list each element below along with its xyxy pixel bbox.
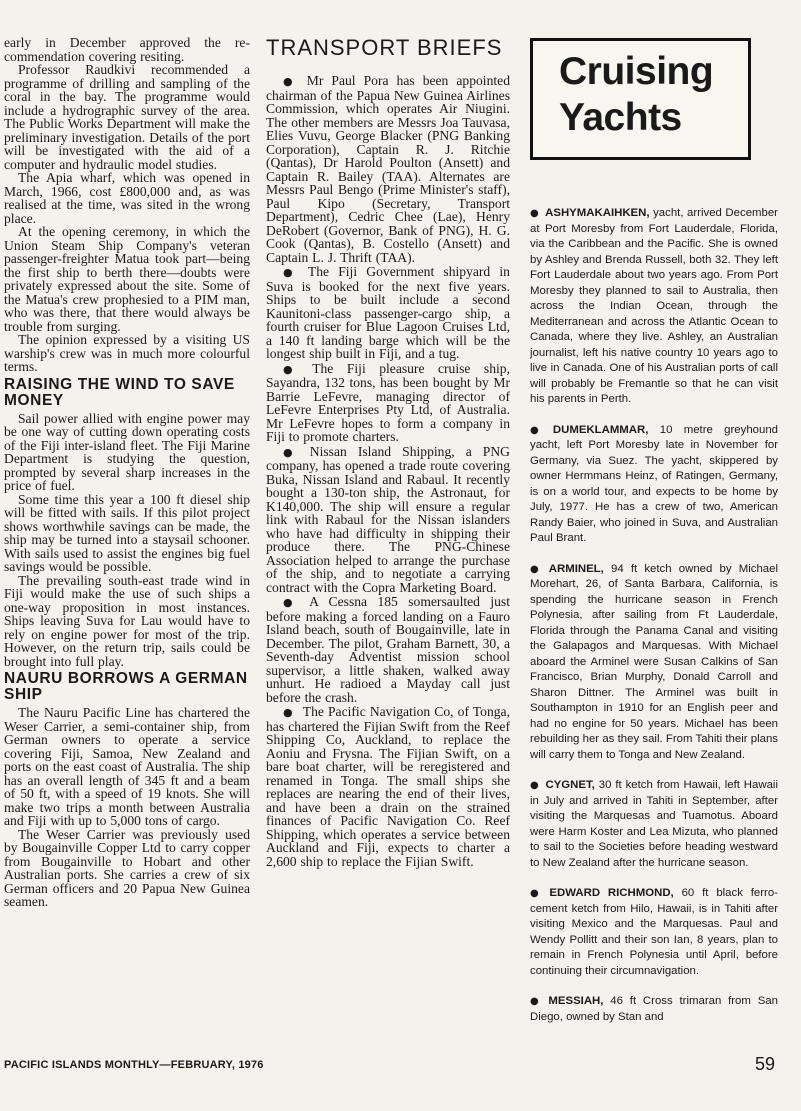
column-right bbox=[530, 206, 778, 1040]
bullet-icon: ● bbox=[530, 888, 544, 899]
yacht-name: MESSIAH, bbox=[548, 995, 604, 1007]
heading-nauru-borrows: NAURU BORROWS A GERMAN SHIP bbox=[4, 670, 248, 703]
paragraph: early in December approved the re-commendation covering resiting. bbox=[4, 35, 250, 64]
yacht-text: 10 metre greyhound yacht, left Port Moresby late in November for Germany, via Suez. The yacht, skippered by owner Hermmans Heinz, of Ratingen, Germany, is on a world tour, and expects to be home by July, 1977. He has a crew of two, American Randy Baier, who joined in Suva, and Australian Paul Brant. bbox=[530, 423, 778, 544]
title-line-1: Cruising bbox=[559, 50, 714, 93]
yacht-name: ARMINEL, bbox=[548, 562, 604, 575]
bullet-icon: ● bbox=[283, 706, 293, 719]
paragraph: Some time this year a 100 ft diesel ship will be fitted with sails. If this pilot project shows worthwhile savings can be made, the ship may be turned into a staysail schooner. With sails used to assist the engines big fuel savings would be possible. bbox=[4, 491, 250, 574]
yacht-entry bbox=[530, 423, 778, 547]
bullet-icon: ● bbox=[530, 780, 540, 791]
brief-text: The Fiji Government shipyard in Suva is booked for the next five years. Ships to be built include a second Kaunitoni-class passenger-cargo ship, a fourth cruiser for Blue Lagoon Cruises Ltd, a 140 ft landing barge which will be the longest ship built in Fiji, and a tug. bbox=[266, 264, 510, 361]
paragraph: The opinion expressed by a visiting US warship's crew was in much more colourful terms. bbox=[4, 332, 250, 374]
brief-item bbox=[266, 595, 510, 704]
brief-text: The Pacific Navigation Co, of Tonga, has chartered the Fijian Swift from the Reef Shipping Co, Auckland, to replace the Aoniu and Frysna. The Fijian Swift, on a bare boat charter, will be reregistered and renamed in Tonga. The small ships she replaces are nearing the end of their lives, and have been a drain on the strained finances of Pacific Navigation Co. Reef Shipping, which operates a service between Auckland and Fiji, expects to charter a 2,600 ship to replace the Fijian Swift. bbox=[266, 704, 510, 869]
yacht-text: yacht, arrived December at Port Moresby from Fort Lauderdale, Florida, via the Caribbean and the Pacific. She is owned by Ashley and Brenda Russell, both 32. They left Fort Lauderdale about two years ago. From Port Moresby they planned to sail to Australia, then across the Indian Ocean, through the Mediterranean and across the Atlantic Ocean to Canada, where they live. Ashley, an Australian journalist, left his native country 10 years ago to live in Canada. One of his Australian ports of call will probably be Fremantle so that he can visit his parents in Perth. bbox=[530, 207, 778, 405]
brief-item bbox=[266, 445, 510, 595]
brief-item bbox=[266, 74, 510, 264]
article-apia-wharf bbox=[4, 36, 250, 374]
yacht-text: 60 ft black ferro-cement ketch from Hilo, Hawaii, is in Tahiti after visiting Mexico and the Marquesas. Paul and Wendy Pollitt and their son Ian, 8 years, plan to remain in French Polynesia until April, before continuing their circumnavigation. bbox=[530, 887, 778, 977]
paragraph: The Apia wharf, which was opened in March, 1966, cost £800,000 and, as was realised at the time, was sited in the wrong place. bbox=[4, 170, 250, 226]
yacht-text: 94 ft ketch owned by Michael Morehart, 26, of Santa Barbara, California, is spending the hurricane season in French Polynesia, after sailing from Ft Lauderdale, Florida through the Panama Canal and visiting the Galapagos and Marquesas. With Michael aboard the Arminel were Susan Calkins of San Francisco, Brian Murphy, Donald Carroll and Sharon Dittner. The Arminel was built in Southampton in 1910 for an English peer and had no engine for 50 years. Michael has been rebuilding her as they sail. From Tahiti their plans will carry them to Tonga and New Zealand. bbox=[530, 562, 778, 761]
page-number: 59 bbox=[755, 1054, 776, 1074]
paragraph: The Nauru Pacific Line has chartered the Weser Carrier, a semi-container ship, from German owners to operate a service covering Fiji, Samoa, New Zealand and ports on the east coast of Australia. The ship has an overall length of 345 ft and a beam of 50 ft, with a speed of 19 knots. She will make two trips a month between Australia and Fiji with up to 5,000 tons of cargo. bbox=[4, 705, 250, 828]
bullet-icon: ● bbox=[283, 362, 303, 376]
yacht-name: DUMEKLAMMAR, bbox=[552, 423, 649, 436]
heading-raising-the-wind: RAISING THE WIND TO SAVE MONEY bbox=[4, 375, 235, 409]
yacht-entry bbox=[530, 886, 778, 979]
bullet-icon: ● bbox=[530, 208, 540, 219]
paragraph: At the opening ceremony, in which the Union Steam Ship Company's veteran passenger-freighter Matua took part—being the first ship to berth there—doubts were privately expressed about the site. Some of the Matua's crew prophesied to a PIM man, who was there, that there would always be trouble from surging. bbox=[4, 224, 250, 334]
yacht-name: EDWARD RICHMOND, bbox=[549, 887, 674, 899]
column-left bbox=[4, 36, 250, 909]
brief-text: A Cessna 185 somersaulted just before making a forced landing on a Fauro Island beach, south of Bougainville, late in December. The pilot, Graham Barnett, 30, a Seventh-day Adventist mission school supervisor, a little shaken, walked away unhurt. He radioed a Mayday call just before the crash. bbox=[266, 594, 510, 705]
paragraph: Professor Raudkivi recommended a programme of drilling and sampling of the coral in the bay. The programme would include a hydrographic survey of the area. The Public Works Department will make the preliminary investigation. Details of the port will be investigated with the aid of a computer and hydraulic model studies. bbox=[4, 62, 250, 172]
yacht-entry bbox=[530, 562, 778, 764]
yacht-name: ASHYMAKAIHKEN, bbox=[545, 207, 650, 219]
bullet-icon: ● bbox=[530, 996, 543, 1007]
paragraph: The Weser Carrier was previously used by Bougainville Copper Ltd to carry copper from Bougainville to Hobart and other Australian ports. She carries a crew of six German officers and 20 Papua New Guinea seamen. bbox=[4, 826, 250, 909]
article-nauru-borrows bbox=[4, 706, 250, 909]
brief-text: Mr Paul Pora has been appointed chairman of the Papua New Guinea Airlines Commission, which operates Air Niugini. The other members are Messrs Joa Tauvasa, Elies Vuvu, George Blacker (PNG Banking Corporation), Captain R. J. Ritchie (Qantas), Dr Harold Poulton (Ansett) and Captain R. Bailey (TAA). Alternates are Messrs Paul Bengo (Prime Minister's staff), Paul Kipo (Secretary, Transport Department), Cedric Chee (Lae), Henry DeRobert (Governor, Bank of PNG), H. G. Cook (Qantas), B. Costello (Ansett) and Captain L. J. Thrift (TAA). bbox=[266, 73, 510, 265]
yacht-text: 46 ft Cross trimaran from San Diego, owned by Stan and bbox=[530, 995, 778, 1023]
title-line-2: Yachts bbox=[559, 96, 682, 139]
yacht-entry bbox=[530, 778, 778, 871]
title-box-cruising-yachts bbox=[530, 38, 751, 160]
brief-item bbox=[266, 705, 510, 868]
column-middle bbox=[266, 36, 510, 869]
heading-transport-briefs: TRANSPORT BRIEFS bbox=[266, 35, 503, 60]
bullet-icon: ● bbox=[530, 424, 547, 436]
bullet-icon: ● bbox=[283, 596, 300, 609]
page-footer: PACIFIC ISLANDS MONTHLY—FEBRUARY, 1976 bbox=[4, 1059, 264, 1071]
brief-text: Nissan Island Shipping, a PNG company, has opened a trade route covering Buka, Nissan Island and Rabaul. It recently bought a 130-ton ship, the Astronaut, for K140,000. The ship will ensure a regular link with Rabaul for the Nissan islanders who have had difficulty in shipping their produce there. The PNG-Chinese Association helped to arrange the purchase of the ship, and to negotiate a carrying contract with the Copra Marketing Board. bbox=[266, 443, 510, 595]
bullet-icon: ● bbox=[283, 445, 300, 459]
bullet-icon: ● bbox=[283, 266, 298, 279]
article-raising-the-wind bbox=[4, 412, 250, 669]
brief-item bbox=[266, 362, 510, 444]
paragraph: Sail power allied with engine power may be one way of cutting down operating costs of the Fiji inter-island fleet. The Fiji Marine Department is studying the question, prompted by several sharp increases in the price of fuel. bbox=[4, 410, 250, 493]
brief-text: The Fiji pleasure cruise ship, Sayandra, 132 tons, has been bought by Mr Barrie LeFevre, managing director of LeFevre Enterprises Pty Ltd, of Australia. Mr LeFevre hopes to form a company in Fiji to promote charters. bbox=[266, 360, 510, 444]
bullet-icon: ● bbox=[530, 563, 543, 575]
yacht-entry bbox=[530, 206, 778, 408]
brief-item bbox=[266, 265, 510, 361]
yacht-entry bbox=[530, 994, 778, 1025]
yacht-text: 30 ft ketch from Hawaii, left Hawaii in July and arrived in Tahiti in September, after visiting the Marquesas and Tuamotus. Aboard were Harm Koster and Lea Mizuta, who planned to sail to the Societies before heading westward to New Zealand after the hurricane season. bbox=[530, 779, 778, 869]
paragraph: The prevailing south-east trade wind in Fiji would make the use of such ships a one-way proposition in most instances. Ships leaving Suva for Lau would have to rely on engine power for most of the trip. However, on the return trip, sails could be brought into full play. bbox=[4, 572, 250, 669]
bullet-icon: ● bbox=[283, 75, 297, 88]
yacht-name: CYGNET, bbox=[545, 779, 595, 791]
